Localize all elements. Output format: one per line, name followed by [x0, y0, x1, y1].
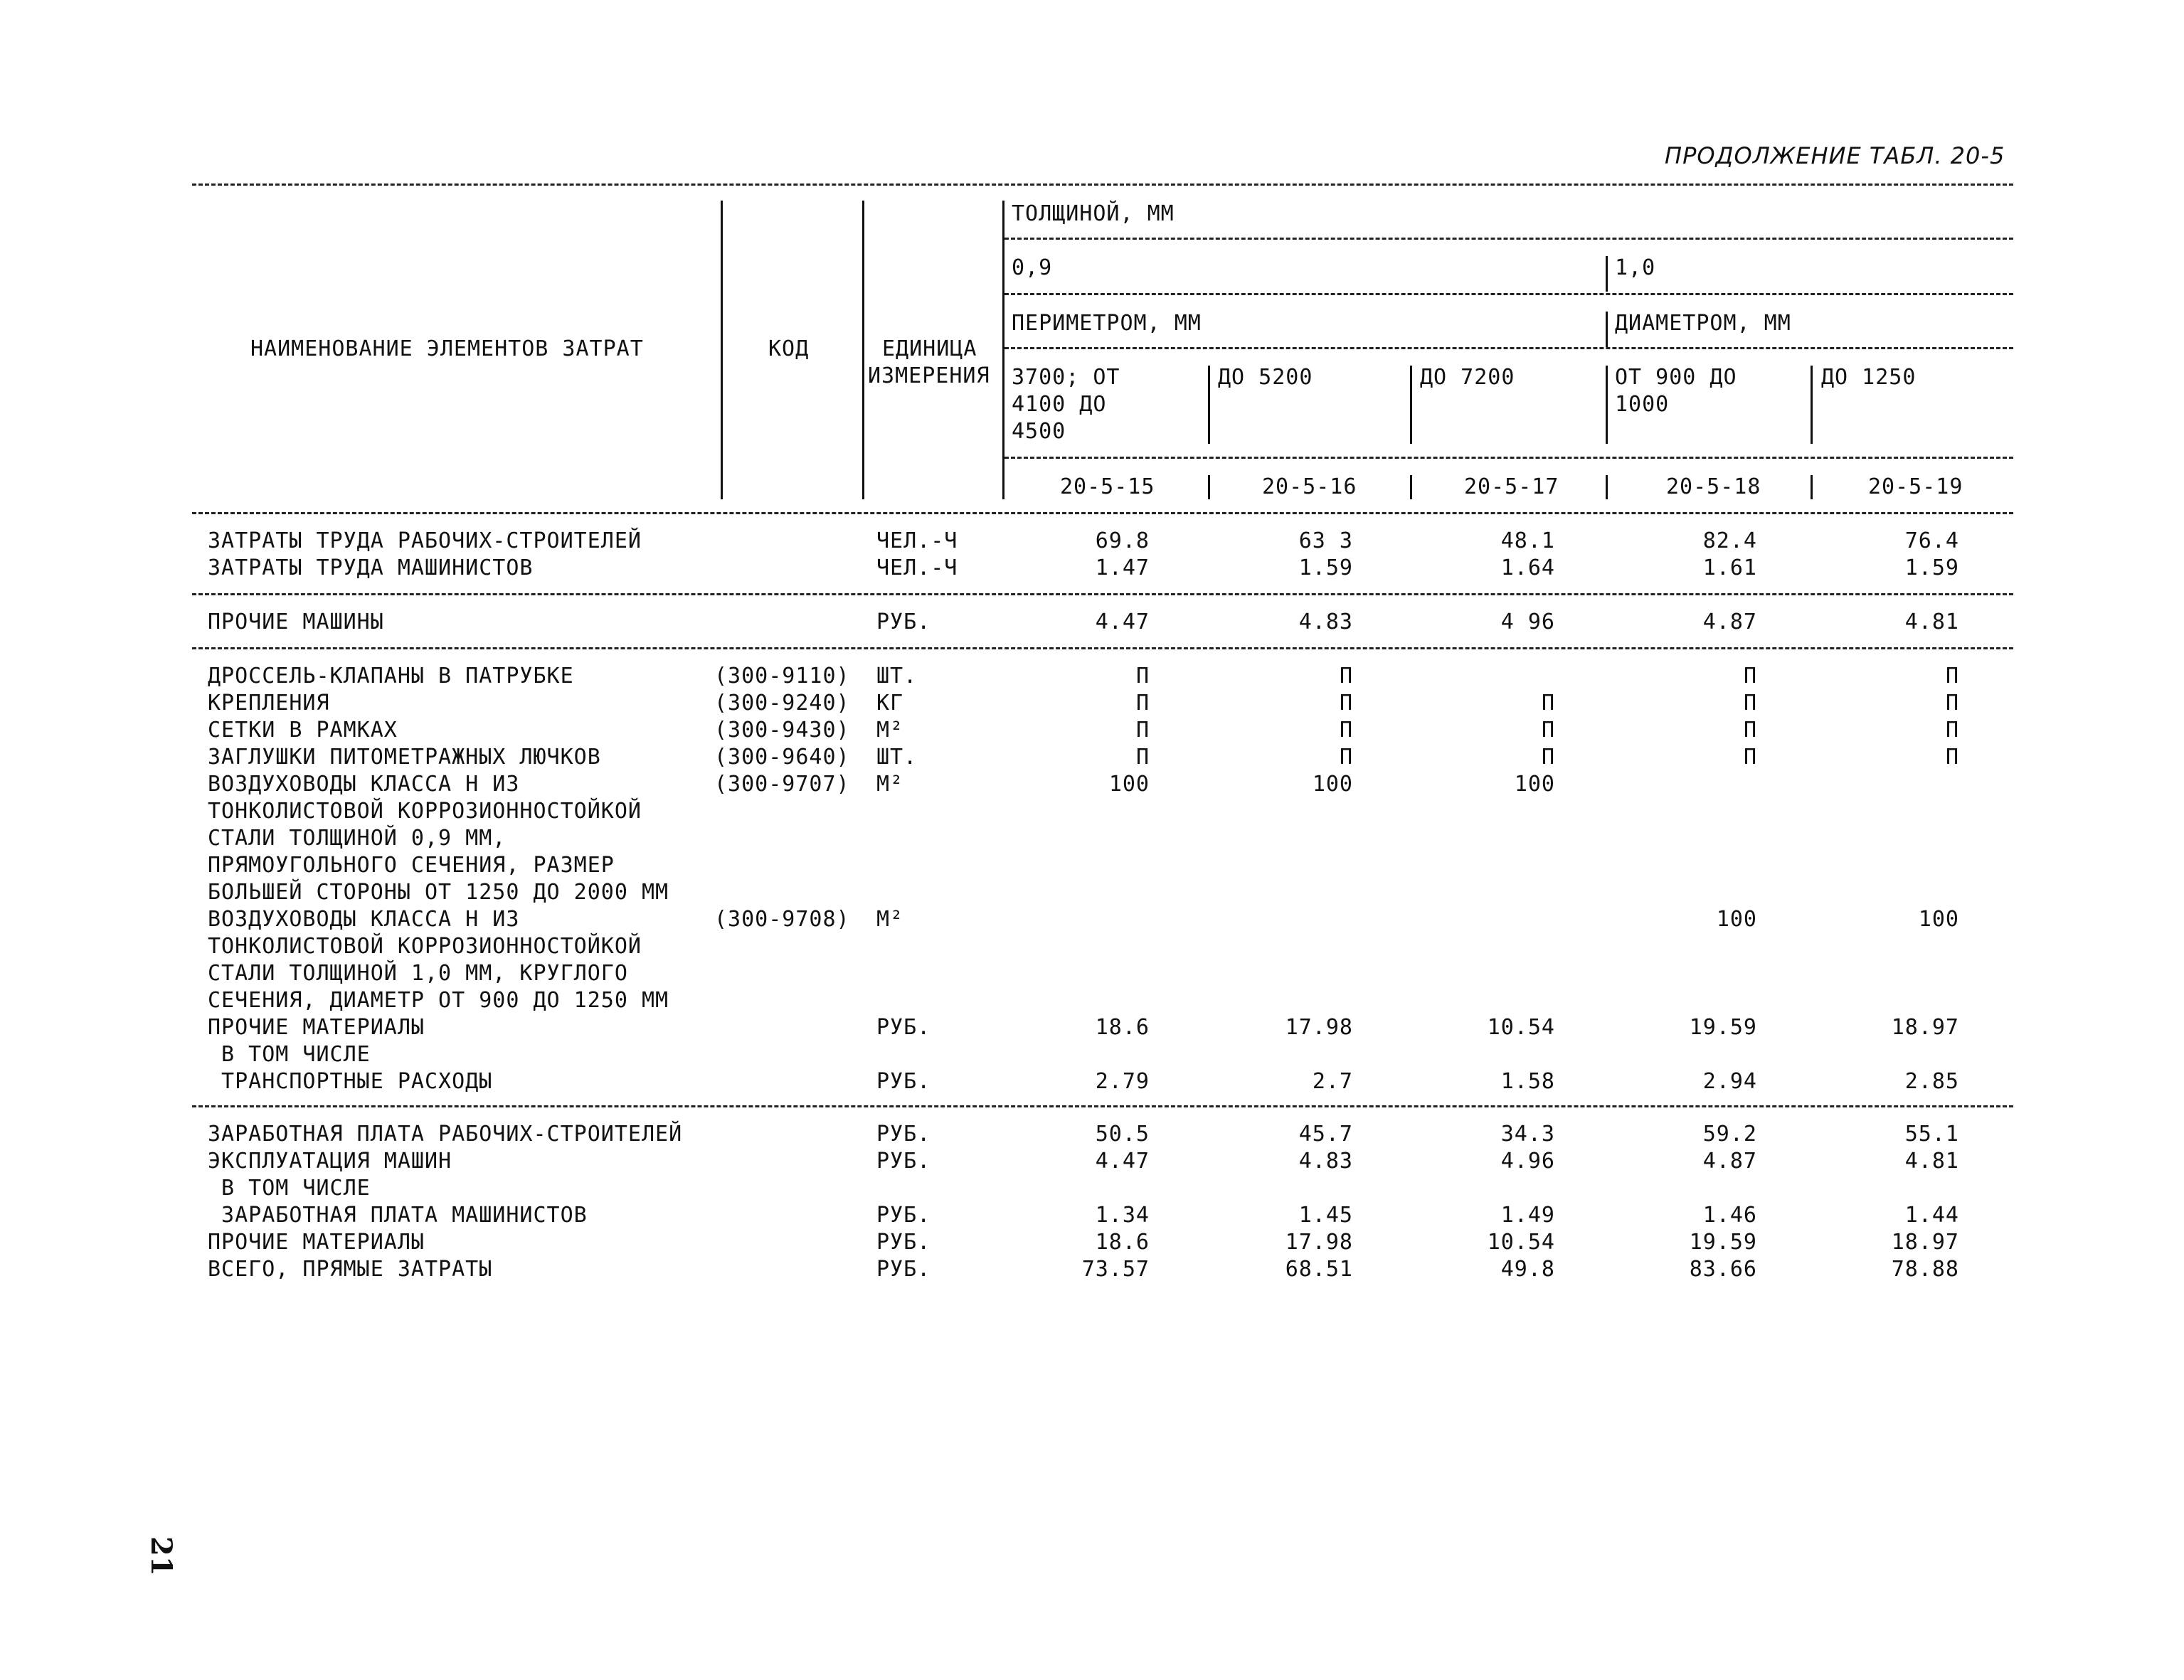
value-cell: 49.8: [1500, 1257, 1555, 1282]
table-top-rule: [192, 184, 2013, 186]
row-name: СЕТКИ В РАМКАХ: [208, 718, 398, 743]
row-name: ЗАТРАТЫ ТРУДА МАШИНИСТОВ: [208, 555, 534, 580]
header-sub: 3700; ОТ: [1012, 365, 1120, 390]
col-separator: [1410, 475, 1412, 499]
value-cell: 4.96: [1500, 1149, 1555, 1174]
value-cell: 4.83: [1298, 610, 1353, 634]
value-cell: 100: [1312, 772, 1353, 797]
value-cell: П: [1945, 691, 1959, 716]
value-cell: 59.2: [1702, 1122, 1757, 1147]
value-cell: 4.47: [1095, 610, 1150, 634]
header-perimeter: ПЕРИМЕТРОМ, ММ: [1012, 311, 1202, 336]
row-code: (300-9430): [714, 718, 850, 743]
value-cell: 69.8: [1095, 528, 1150, 553]
header-code-number: 20-5-15: [1060, 474, 1155, 499]
value-cell: П: [1743, 691, 1757, 716]
value-cell: П: [1945, 664, 1959, 689]
col-separator: [1410, 366, 1412, 444]
header-sub: ОТ 900 ДО: [1615, 365, 1737, 390]
header-code-number: 20-5-18: [1666, 474, 1761, 499]
value-cell: П: [1743, 664, 1757, 689]
value-cell: 78.88: [1891, 1257, 1959, 1282]
value-cell: 18.6: [1095, 1230, 1150, 1255]
value-cell: 10.54: [1487, 1015, 1555, 1040]
value-cell: 17.98: [1285, 1230, 1353, 1255]
value-cell: П: [1541, 745, 1555, 770]
header-rule: [1004, 238, 2013, 240]
value-cell: 18.6: [1095, 1015, 1150, 1040]
header-name: НАИМЕНОВАНИЕ ЭЛЕМЕНТОВ ЗАТРАТ: [250, 336, 644, 361]
row-name: ДРОССЕЛЬ-КЛАПАНЫ В ПАТРУБКЕ: [208, 664, 574, 689]
header-sub: ДО 1250: [1821, 365, 1917, 390]
row-unit: РУБ.: [876, 1122, 931, 1147]
row-unit: ЧЕЛ.-Ч: [876, 528, 958, 553]
row-unit: РУБ.: [876, 1015, 931, 1040]
row-unit: РУБ.: [876, 1203, 931, 1228]
header-sub: 4100 ДО: [1012, 392, 1107, 417]
row-name: ЗАРАБОТНАЯ ПЛАТА РАБОЧИХ-СТРОИТЕЛЕЙ: [208, 1122, 683, 1147]
value-cell: 1.34: [1095, 1203, 1150, 1228]
value-cell: 4.87: [1702, 610, 1757, 634]
section-rule: [192, 647, 2013, 649]
value-cell: 1.49: [1500, 1203, 1555, 1228]
row-name: ТОНКОЛИСТОВОЙ КОРРОЗИОННОСТОЙКОЙ: [208, 799, 642, 824]
col-separator: [1208, 475, 1210, 499]
header-thickness-b: 1,0: [1615, 255, 1656, 280]
col-separator: [1811, 475, 1813, 499]
section-rule: [192, 1105, 2013, 1107]
row-name: ЭКСПЛУАТАЦИЯ МАШИН: [208, 1149, 452, 1174]
value-cell: 4.83: [1298, 1149, 1353, 1174]
row-name: ТРАНСПОРТНЫЕ РАСХОДЫ: [208, 1069, 493, 1094]
value-cell: 82.4: [1702, 528, 1757, 553]
value-cell: 83.66: [1689, 1257, 1757, 1282]
header-code: КОД: [768, 336, 810, 361]
value-cell: 1.59: [1298, 555, 1353, 580]
value-cell: П: [1135, 691, 1150, 716]
col-separator: [1002, 201, 1004, 499]
row-unit: РУБ.: [876, 1069, 931, 1094]
header-code-number: 20-5-16: [1262, 474, 1357, 499]
row-code: (300-9110): [714, 664, 850, 689]
col-separator: [1606, 366, 1608, 444]
header-thickness-a: 0,9: [1012, 255, 1053, 280]
value-cell: 45.7: [1298, 1122, 1353, 1147]
value-cell: 68.51: [1285, 1257, 1353, 1282]
value-cell: 18.97: [1891, 1230, 1959, 1255]
row-unit: РУБ.: [876, 1149, 931, 1174]
value-cell: 1.45: [1298, 1203, 1353, 1228]
value-cell: 10.54: [1487, 1230, 1555, 1255]
header-sub: 1000: [1615, 392, 1670, 417]
value-cell: 1.61: [1702, 555, 1757, 580]
row-code: (300-9640): [714, 745, 850, 770]
value-cell: 63 3: [1298, 528, 1353, 553]
value-cell: П: [1339, 664, 1353, 689]
row-name: СТАЛИ ТОЛЩИНОЙ 1,0 ММ, КРУГЛОГО: [208, 961, 628, 986]
value-cell: 55.1: [1904, 1122, 1959, 1147]
row-code: (300-9240): [714, 691, 850, 716]
value-cell: 2.7: [1312, 1069, 1353, 1094]
value-cell: П: [1541, 718, 1555, 743]
row-unit: М²: [876, 907, 904, 932]
row-code: (300-9707): [714, 772, 850, 797]
row-name: ПРОЧИЕ МАТЕРИАЛЫ: [208, 1230, 425, 1255]
header-rule: [1004, 347, 2013, 349]
value-cell: 2.94: [1702, 1069, 1757, 1094]
header-unit: ИЗМЕРЕНИЯ: [868, 363, 990, 388]
value-cell: 1.44: [1904, 1203, 1959, 1228]
section-rule: [192, 512, 2013, 514]
value-cell: 48.1: [1500, 528, 1555, 553]
header-rule: [1004, 293, 2013, 295]
value-cell: П: [1135, 745, 1150, 770]
row-name: ЗАГЛУШКИ ПИТОМЕТРАЖНЫХ ЛЮЧКОВ: [208, 745, 601, 770]
value-cell: П: [1135, 718, 1150, 743]
value-cell: 100: [1716, 907, 1757, 932]
value-cell: 1.46: [1702, 1203, 1757, 1228]
row-unit: РУБ.: [876, 610, 931, 634]
value-cell: П: [1135, 664, 1150, 689]
value-cell: П: [1339, 745, 1353, 770]
col-separator: [862, 201, 864, 499]
row-name: КРЕПЛЕНИЯ: [208, 691, 330, 716]
row-name: В ТОМ ЧИСЛЕ: [208, 1042, 371, 1067]
row-unit: ЧЕЛ.-Ч: [876, 555, 958, 580]
value-cell: 2.79: [1095, 1069, 1150, 1094]
row-name: ВОЗДУХОВОДЫ КЛАССА Н ИЗ: [208, 907, 520, 932]
value-cell: 4 96: [1500, 610, 1555, 634]
row-name: СТАЛИ ТОЛЩИНОЙ 0,9 ММ,: [208, 826, 507, 851]
header-sub: ДО 7200: [1420, 365, 1515, 390]
value-cell: П: [1945, 745, 1959, 770]
row-name: ВСЕГО, ПРЯМЫЕ ЗАТРАТЫ: [208, 1257, 493, 1282]
value-cell: П: [1339, 718, 1353, 743]
page-number: 21: [144, 1536, 178, 1576]
row-name: В ТОМ ЧИСЛЕ: [208, 1176, 371, 1201]
value-cell: 1.47: [1095, 555, 1150, 580]
header-code-number: 20-5-19: [1868, 474, 1963, 499]
row-name: СЕЧЕНИЯ, ДИАМЕТР ОТ 900 ДО 1250 ММ: [208, 988, 669, 1013]
row-unit: РУБ.: [876, 1230, 931, 1255]
continuation-label: ПРОДОЛЖЕНИЕ ТАБЛ. 20-5: [1665, 142, 2005, 169]
row-code: (300-9708): [714, 907, 850, 932]
col-separator: [1606, 312, 1608, 347]
row-unit: М²: [876, 718, 904, 743]
header-thickness: ТОЛЩИНОЙ, ММ: [1012, 201, 1175, 226]
header-diameter: ДИАМЕТРОМ, ММ: [1615, 311, 1791, 336]
value-cell: 34.3: [1500, 1122, 1555, 1147]
header-rule: [1004, 457, 2013, 459]
value-cell: 1.59: [1904, 555, 1959, 580]
value-cell: 100: [1918, 907, 1959, 932]
value-cell: 76.4: [1904, 528, 1959, 553]
row-name: ПРОЧИЕ МАШИНЫ: [208, 610, 384, 634]
col-separator: [721, 201, 723, 499]
row-unit: КГ: [876, 691, 904, 716]
value-cell: 2.85: [1904, 1069, 1959, 1094]
col-separator: [1811, 366, 1813, 444]
row-name: ЗАРАБОТНАЯ ПЛАТА МАШИНИСТОВ: [208, 1203, 588, 1228]
value-cell: 1.58: [1500, 1069, 1555, 1094]
value-cell: 18.97: [1891, 1015, 1959, 1040]
row-name: ТОНКОЛИСТОВОЙ КОРРОЗИОННОСТОЙКОЙ: [208, 934, 642, 959]
value-cell: 100: [1108, 772, 1150, 797]
value-cell: П: [1945, 718, 1959, 743]
value-cell: 4.87: [1702, 1149, 1757, 1174]
value-cell: П: [1541, 691, 1555, 716]
value-cell: 19.59: [1689, 1015, 1757, 1040]
value-cell: П: [1339, 691, 1353, 716]
row-unit: РУБ.: [876, 1257, 931, 1282]
col-separator: [1606, 475, 1608, 499]
value-cell: 100: [1514, 772, 1555, 797]
section-rule: [192, 593, 2013, 595]
row-name: ЗАТРАТЫ ТРУДА РАБОЧИХ-СТРОИТЕЛЕЙ: [208, 528, 642, 553]
row-unit: ШТ.: [876, 745, 918, 770]
col-separator: [1606, 256, 1608, 292]
value-cell: 73.57: [1081, 1257, 1150, 1282]
header-unit: ЕДИНИЦА: [882, 336, 977, 361]
header-sub: ДО 5200: [1218, 365, 1313, 390]
row-name: ПРЯМОУГОЛЬНОГО СЕЧЕНИЯ, РАЗМЕР: [208, 853, 615, 878]
value-cell: 4.81: [1904, 610, 1959, 634]
header-sub: 4500: [1012, 419, 1066, 444]
row-unit: ШТ.: [876, 664, 918, 689]
value-cell: 4.47: [1095, 1149, 1150, 1174]
row-unit: М²: [876, 772, 904, 797]
value-cell: 1.64: [1500, 555, 1555, 580]
value-cell: 4.81: [1904, 1149, 1959, 1174]
col-separator: [1208, 366, 1210, 444]
row-name: БОЛЬШЕЙ СТОРОНЫ ОТ 1250 ДО 2000 ММ: [208, 880, 669, 905]
row-name: ПРОЧИЕ МАТЕРИАЛЫ: [208, 1015, 425, 1040]
row-name: ВОЗДУХОВОДЫ КЛАССА Н ИЗ: [208, 772, 520, 797]
value-cell: 50.5: [1095, 1122, 1150, 1147]
value-cell: 17.98: [1285, 1015, 1353, 1040]
header-code-number: 20-5-17: [1464, 474, 1559, 499]
value-cell: П: [1743, 718, 1757, 743]
value-cell: П: [1743, 745, 1757, 770]
value-cell: 19.59: [1689, 1230, 1757, 1255]
